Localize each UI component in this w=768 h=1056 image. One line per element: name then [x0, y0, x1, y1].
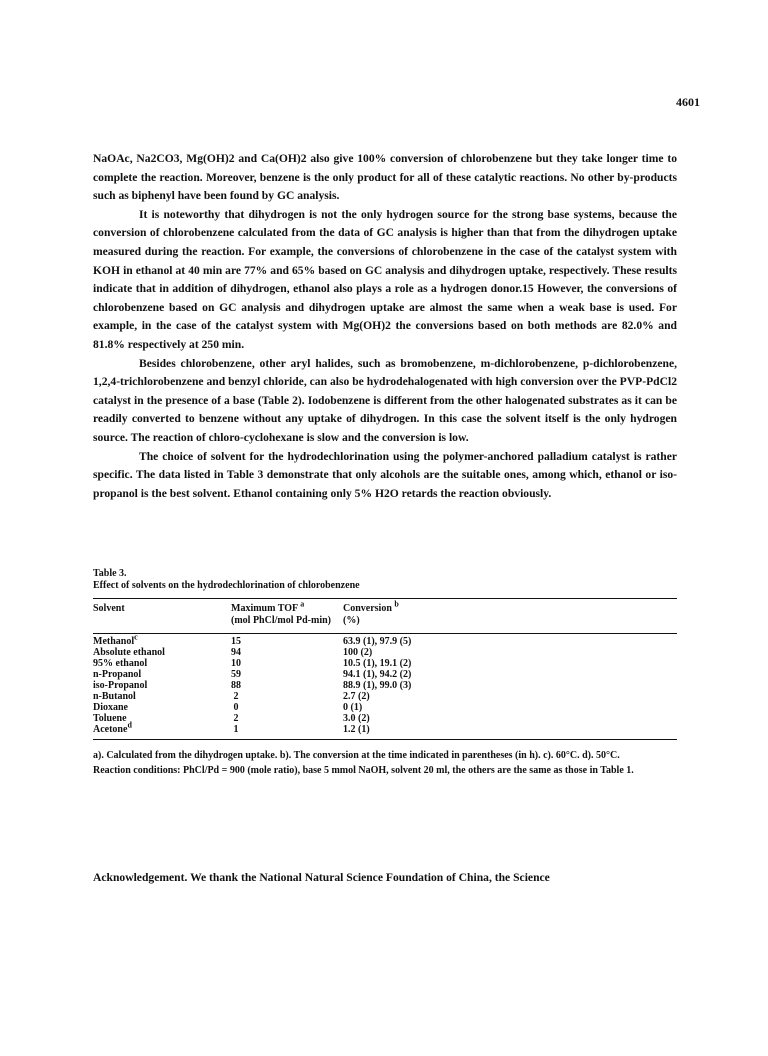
header-tof — [231, 599, 343, 633]
cell-conversion: 100 (2) — [343, 647, 373, 658]
cell-solvent: Dioxane — [93, 702, 128, 713]
table-row — [93, 691, 677, 702]
header-tof-unit: (mol PhCl/mol Pd-min) — [231, 615, 331, 626]
cell-tof: 88 — [231, 680, 241, 691]
table-body — [93, 634, 677, 739]
table-caption: Effect of solvents on the hydrodechlorination of chlorobenzene — [93, 580, 360, 591]
header-conversion-unit: (%) — [343, 615, 360, 626]
paragraph-aryl-halides: Besides chlorobenzene, other aryl halides, such as bromobenzene, m-dichlorobenzene, p-dichlorobenzene, 1,2,4-trichlorobenzene and benzyl chloride, can also be hydrodehalogenated with high conversion over the PVP-PdCl2 catalyst in the presence of a base (Table 2). Iodobenzene is different from the other halogenated substrates as it can be readily converted to benzene without any uptake of dihydrogen. In this case the solvent itself is the only hydrogen source. The reaction of chloro-cyclohexane is slow and the conversion is low. — [93, 356, 677, 444]
cell-conversion: 2.7 (2) — [343, 691, 370, 702]
cell-solvent: n-Butanol — [93, 691, 136, 702]
cell-tof: 15 — [231, 636, 241, 647]
table-row — [93, 720, 677, 735]
table-3 — [93, 568, 677, 778]
paragraph-hydrogen-source: It is noteworthy that dihydrogen is not the only hydrogen source for the strong base systems, because the conversion of chlorobenzene calculated from the data of GC analysis is higher than that from the dihydrogen uptake measured during the reaction. For example, the conversions of chlorobenzene in the case of the catalyst system with KOH in ethanol at 40 min are 77% and 65% based on GC analysis and dihydrogen uptake, respectively. These results indicate that in addition of dihydrogen, ethanol also plays a role as a hydrogen donor.15 However, the conversions of chlorobenzene based on GC analysis and dihydrogen uptake are almost the same when a weak base is used. For example, in the case of the catalyst system with Mg(OH)2 the conversions based on both methods are 82.0% and 81.8% respectively at 250 min. — [93, 207, 677, 351]
cell-solvent-mark: c — [134, 632, 138, 642]
cell-solvent: iso-Propanol — [93, 680, 148, 691]
cell-tof: 94 — [231, 647, 241, 658]
table-row — [93, 669, 677, 680]
cell-tof: 59 — [231, 669, 241, 680]
cell-conversion: 1.2 (1) — [343, 724, 370, 735]
header-solvent: Solvent — [93, 603, 125, 614]
table-row — [93, 632, 677, 647]
acknowledgement-heading: Acknowledgement. — [93, 871, 188, 884]
table-row — [93, 702, 677, 713]
table-footnotes — [93, 748, 677, 778]
header-tof-label: Maximum TOF — [231, 603, 298, 614]
footnote-marks: a). Calculated from the dihydrogen uptake. b). The conversion at the time indicated in parentheses (in h). c). 60°C. d). 50°C. — [93, 750, 620, 761]
cell-solvent: n-Propanol — [93, 669, 142, 680]
cell-tof: 2 — [233, 691, 239, 702]
table-bottom-rule — [93, 739, 677, 740]
paragraph-bases: NaOAc, Na2CO3, Mg(OH)2 and Ca(OH)2 also give 100% conversion of chlorobenzene but they take longer time to complete the reaction. Moreover, benzene is the only product for all of these catalytic reactions. No other by-products such as biphenyl have been found by GC analysis. — [93, 152, 677, 203]
footnote-conditions: Reaction conditions: PhCl/Pd = 900 (mole ratio), base 5 mmol NaOH, solvent 20 ml, the others are the same as those in Table 1. — [93, 765, 634, 776]
cell-conversion: 94.1 (1), 94.2 (2) — [343, 669, 412, 680]
cell-conversion: 10.5 (1), 19.1 (2) — [343, 658, 412, 669]
cell-solvent: Toluene — [93, 713, 127, 724]
table-row — [93, 658, 677, 669]
cell-tof: 10 — [231, 658, 241, 669]
cell-solvent: Absolute ethanol — [93, 647, 165, 658]
page-number: 4601 — [676, 95, 700, 109]
acknowledgement — [93, 869, 677, 887]
cell-solvent: Methanol — [93, 636, 135, 647]
cell-conversion: 3.0 (2) — [343, 713, 370, 724]
cell-solvent: Acetone — [93, 724, 128, 735]
body-text — [93, 150, 677, 503]
header-tof-mark: a — [300, 599, 305, 609]
paragraph-solvent-choice: The choice of solvent for the hydrodechlorination using the polymer-anchored palladium catalyst is rather specific. The data listed in Table 3 demonstrate that only alcohols are the suitable ones, among which, ethanol or iso-propanol is the best solvent. Ethanol containing only 5% H2O retards the reaction obviously. — [93, 449, 677, 500]
cell-conversion: 88.9 (1), 99.0 (3) — [343, 680, 412, 691]
cell-conversion: 0 (1) — [343, 702, 363, 713]
cell-tof: 1 — [233, 724, 239, 735]
table-row — [93, 713, 677, 724]
header-conversion-label: Conversion — [343, 603, 392, 614]
table-header — [93, 599, 677, 633]
cell-conversion: 63.9 (1), 97.9 (5) — [343, 636, 412, 647]
cell-tof: 0 — [233, 702, 239, 713]
cell-solvent: 95% ethanol — [93, 658, 148, 669]
cell-solvent-mark: d — [127, 720, 132, 730]
header-conversion — [343, 599, 543, 633]
header-conversion-mark: b — [394, 599, 399, 609]
table-row — [93, 647, 677, 658]
table-title: Table 3. — [93, 568, 127, 579]
table-row — [93, 680, 677, 691]
acknowledgement-text: We thank the National Natural Science Foundation of China, the Science — [190, 871, 550, 884]
cell-tof: 2 — [233, 713, 239, 724]
